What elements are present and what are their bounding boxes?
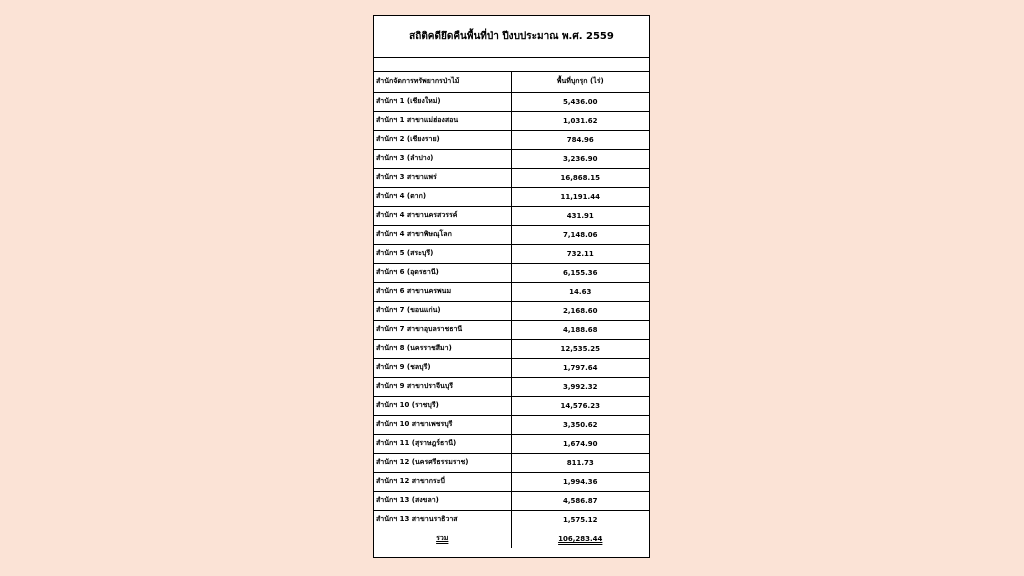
area-value-cell: 1,797.64 [511, 358, 649, 377]
table-row [374, 339, 649, 358]
office-name-cell: สำนักฯ 5 (สระบุรี) [374, 244, 511, 263]
total-label: รวม [374, 529, 511, 548]
area-value-cell: 7,148.06 [511, 225, 649, 244]
area-value-cell: 2,168.60 [511, 301, 649, 320]
table-row [374, 434, 649, 453]
area-value-cell: 3,350.62 [511, 415, 649, 434]
area-value-cell: 1,994.36 [511, 472, 649, 491]
area-value-cell: 4,188.68 [511, 320, 649, 339]
area-value-cell: 11,191.44 [511, 187, 649, 206]
office-name-cell: สำนักฯ 12 (นครศรีธรรมราช) [374, 453, 511, 472]
table-row [374, 225, 649, 244]
office-name-cell: สำนักฯ 4 สาขาพิษณุโลก [374, 225, 511, 244]
table-row [374, 301, 649, 320]
office-name-cell: สำนักฯ 3 สาขาแพร่ [374, 168, 511, 187]
table-row [374, 282, 649, 301]
office-name-cell: สำนักฯ 6 (อุดรธานี) [374, 263, 511, 282]
total-value: 106,283.44 [558, 534, 603, 543]
table-row [374, 358, 649, 377]
column-header-area: พื้นที่บุกรุก (ไร่) [511, 72, 649, 92]
table-row [374, 130, 649, 149]
document-title: สถิติคดียึดคืนพื้นที่ป่า ปีงบประมาณ พ.ศ. 2559 [374, 16, 649, 58]
column-header-office: สำนักจัดการทรัพยากรป่าไม้ [374, 72, 511, 92]
office-name-cell: สำนักฯ 2 (เชียงราย) [374, 130, 511, 149]
table-row [374, 491, 649, 510]
office-name-cell: สำนักฯ 3 (ลำปาง) [374, 149, 511, 168]
area-value-cell: 16,868.15 [511, 168, 649, 187]
table-row [374, 472, 649, 491]
table-row [374, 396, 649, 415]
office-name-cell: สำนักฯ 10 สาขาเพชรบุรี [374, 415, 511, 434]
office-name-cell: สำนักฯ 12 สาขากระบี่ [374, 472, 511, 491]
area-value-cell: 431.91 [511, 206, 649, 225]
table-row [374, 92, 649, 111]
area-value-cell: 5,436.00 [511, 92, 649, 111]
area-value-cell: 3,236.90 [511, 149, 649, 168]
table-row [374, 149, 649, 168]
title-spacer [374, 58, 649, 72]
table-row [374, 168, 649, 187]
table-row [374, 453, 649, 472]
statistics-sheet [373, 15, 650, 558]
office-name-cell: สำนักฯ 13 สาขานราธิวาส [374, 510, 511, 529]
office-name-cell: สำนักฯ 1 สาขาแม่ฮ่องสอน [374, 111, 511, 130]
area-value-cell: 14.63 [511, 282, 649, 301]
table-row [374, 244, 649, 263]
area-value-cell: 1,031.62 [511, 111, 649, 130]
office-name-cell: สำนักฯ 8 (นครราชสีมา) [374, 339, 511, 358]
area-value-cell: 4,586.87 [511, 491, 649, 510]
table-row [374, 510, 649, 529]
area-value-cell: 732.11 [511, 244, 649, 263]
area-value-cell: 14,576.23 [511, 396, 649, 415]
area-value-cell: 12,535.25 [511, 339, 649, 358]
area-value-cell: 1,575.12 [562, 515, 598, 524]
table-row [374, 377, 649, 396]
office-name-cell: สำนักฯ 4 (ตาก) [374, 187, 511, 206]
table-row [374, 415, 649, 434]
area-value-cell: 784.96 [511, 130, 649, 149]
office-name-cell: สำนักฯ 7 สาขาอุบลราชธานี [374, 320, 511, 339]
office-name-cell: สำนักฯ 4 สาขานครสวรรค์ [374, 206, 511, 225]
area-value-cell: 6,155.36 [511, 263, 649, 282]
table-row [374, 263, 649, 282]
table-total-row [374, 529, 649, 548]
office-name-cell: สำนักฯ 9 (ชลบุรี) [374, 358, 511, 377]
area-value-cell: 1,674.90 [511, 434, 649, 453]
office-name-cell: สำนักฯ 13 (สงขลา) [374, 491, 511, 510]
table-body [374, 92, 649, 529]
area-value-cell: 811.73 [511, 453, 649, 472]
office-name-cell: สำนักฯ 9 สาขาปราจีนบุรี [374, 377, 511, 396]
office-name-cell: สำนักฯ 7 (ขอนแก่น) [374, 301, 511, 320]
office-name-cell: สำนักฯ 1 (เชียงใหม่) [374, 92, 511, 111]
table-row [374, 320, 649, 339]
area-value-cell: 3,992.32 [511, 377, 649, 396]
table-row [374, 111, 649, 130]
table-header-row [374, 72, 649, 92]
statistics-table [374, 72, 649, 548]
office-name-cell: สำนักฯ 10 (ราชบุรี) [374, 396, 511, 415]
table-row [374, 206, 649, 225]
table-row [374, 187, 649, 206]
office-name-cell: สำนักฯ 11 (สุราษฎร์ธานี) [374, 434, 511, 453]
office-name-cell: สำนักฯ 6 สาขานครพนม [374, 282, 511, 301]
